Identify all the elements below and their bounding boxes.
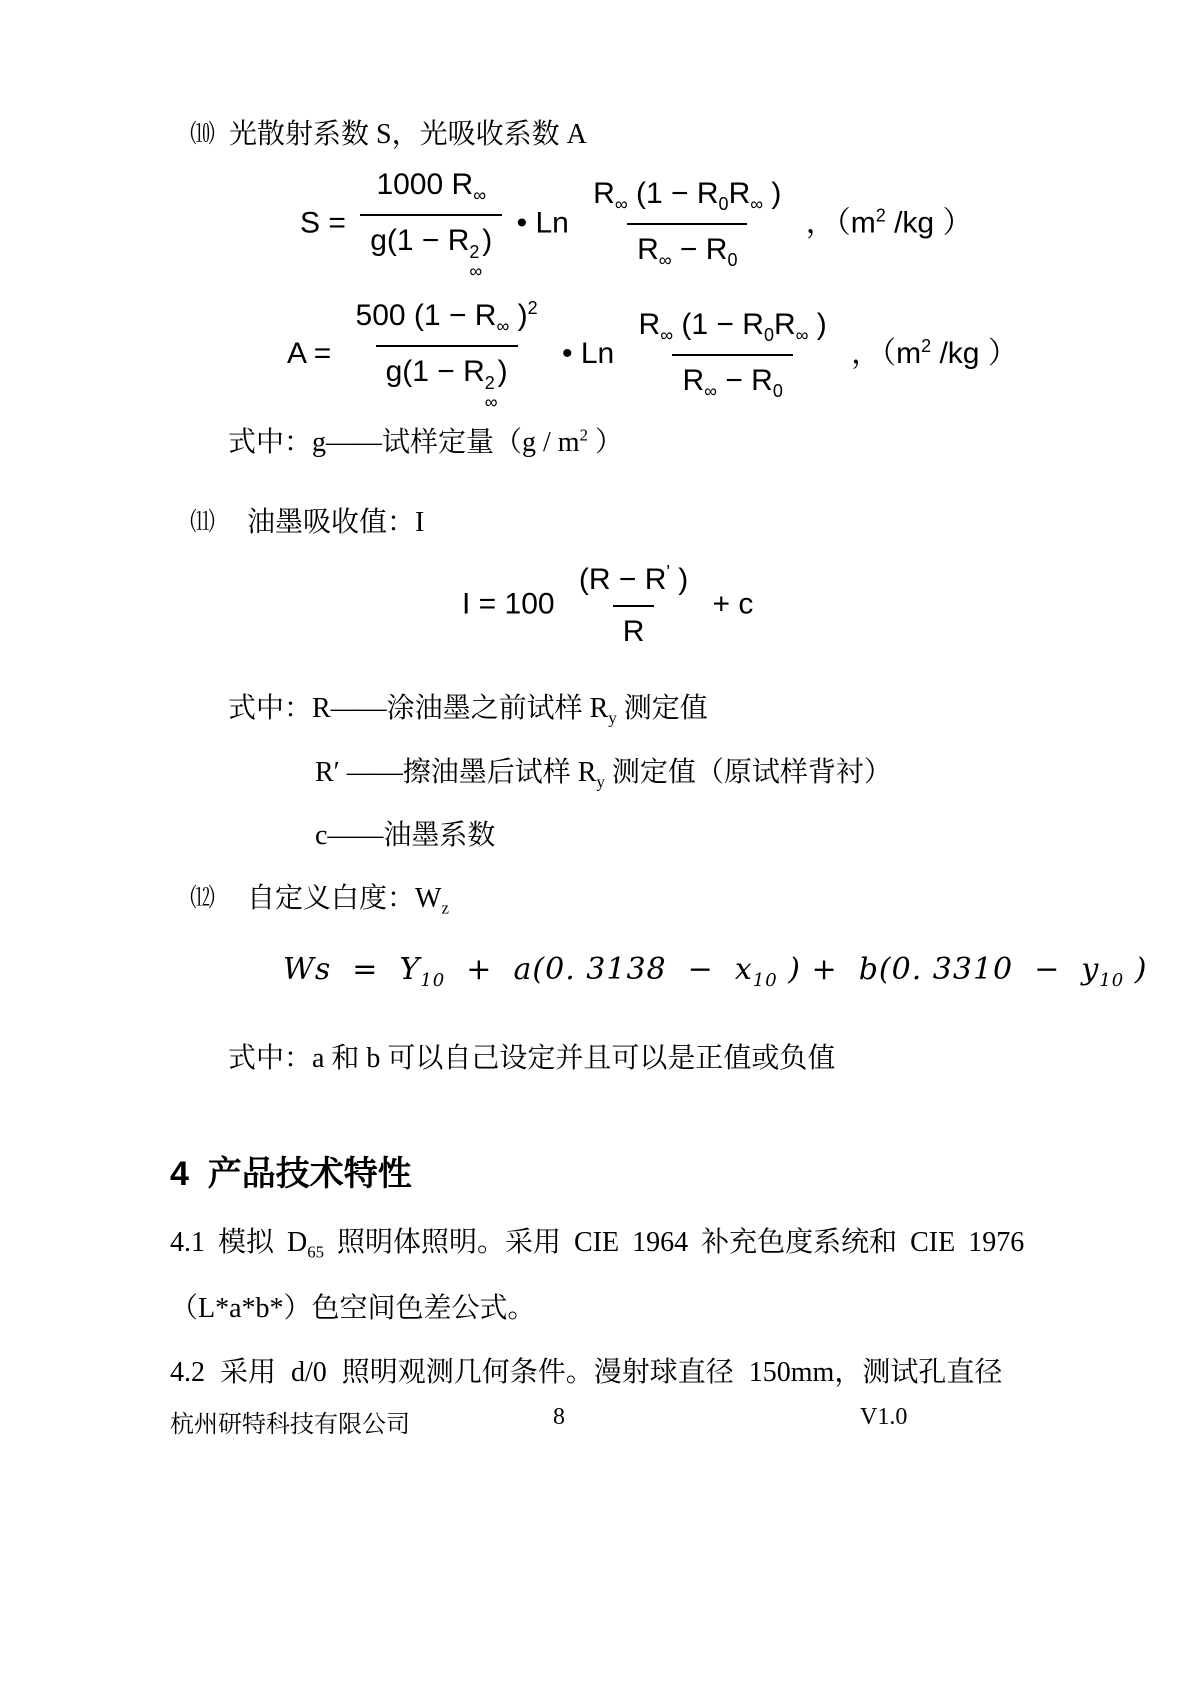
item-11-line bbox=[190, 500, 424, 540]
note-ab-definition: 式中：a 和 b 可以自己设定并且可以是正值或负值 bbox=[228, 1043, 836, 1074]
formula-custom-whiteness: $Ws = Y_{10} + a(0$. $3138 - x_{10}$ ) + b(0. $3310 - y_{10}$ ) bbox=[283, 952, 1148, 991]
formula-light-scattering: S = 1000 $R_\infty$ g(1 − R 2 ∞ ) • Ln $\frac{R_\infty (1 - R_0R_\infty )}{R_\infty - R_0}$ ，（$m^2$ /kg ） bbox=[300, 168, 973, 281]
footer-company-name: 杭州研特科技有限公司 bbox=[170, 1412, 410, 1438]
note-r-prime-definition: R′ ——擦油墨后试样 $R_y$ 测定值（原试样背衬） bbox=[315, 757, 892, 792]
item-12-line bbox=[190, 876, 449, 919]
item-12-text: 自定义白度：$W_z$ bbox=[247, 883, 449, 918]
item-11-text: 油墨吸收值：I bbox=[247, 507, 425, 538]
paragraph-4-1-line-2: （L*a*b*）色空间色差公式。 bbox=[170, 1293, 536, 1324]
item-11-number: ⑾ bbox=[190, 509, 216, 536]
note-r-definition: 式中：R——涂油墨之前试样 $R_y$ 测定值 bbox=[228, 693, 708, 728]
note-g-definition: 式中：g——试样定量（$g / m^2$ ） bbox=[228, 425, 623, 458]
formula-light-absorption: A = 500 ($1 - R_\infty$ )$^2$ g(1 − R 2 ∞ ) • Ln $\frac{R_\infty (1 - R_0R_\infty )}{R_\infty - R_0}$ ，（$m^2$ /kg ） bbox=[287, 298, 1018, 412]
item-10-line bbox=[190, 112, 587, 152]
item-10-text: 光散射系数 S，光吸收系数 A bbox=[229, 119, 587, 150]
page-footer bbox=[170, 1404, 1040, 1438]
footer-page-number: 8 bbox=[553, 1404, 565, 1430]
item-12-number: ⑿ bbox=[190, 885, 216, 912]
item-10-number: ⑽ bbox=[190, 121, 216, 148]
paragraph-4-1-line-1: 4.1 模拟 $D_{65}$ 照明体照明。采用 CIE 1964 补充色度系统和 CIE 1976 bbox=[170, 1227, 1025, 1262]
paragraph-4-2: 4.2 采用 d/0 照明观测几何条件。漫射球直径 150mm，测试孔直径 bbox=[170, 1357, 1003, 1388]
section-4-heading: 4 产品技术特性 bbox=[170, 1155, 412, 1193]
formula-ink-absorption: I = 100 $\frac{(R - R' )}{R}$ + c bbox=[462, 560, 753, 651]
footer-version: V1.0 bbox=[860, 1404, 908, 1430]
note-c-definition: c——油墨系数 bbox=[315, 820, 496, 851]
